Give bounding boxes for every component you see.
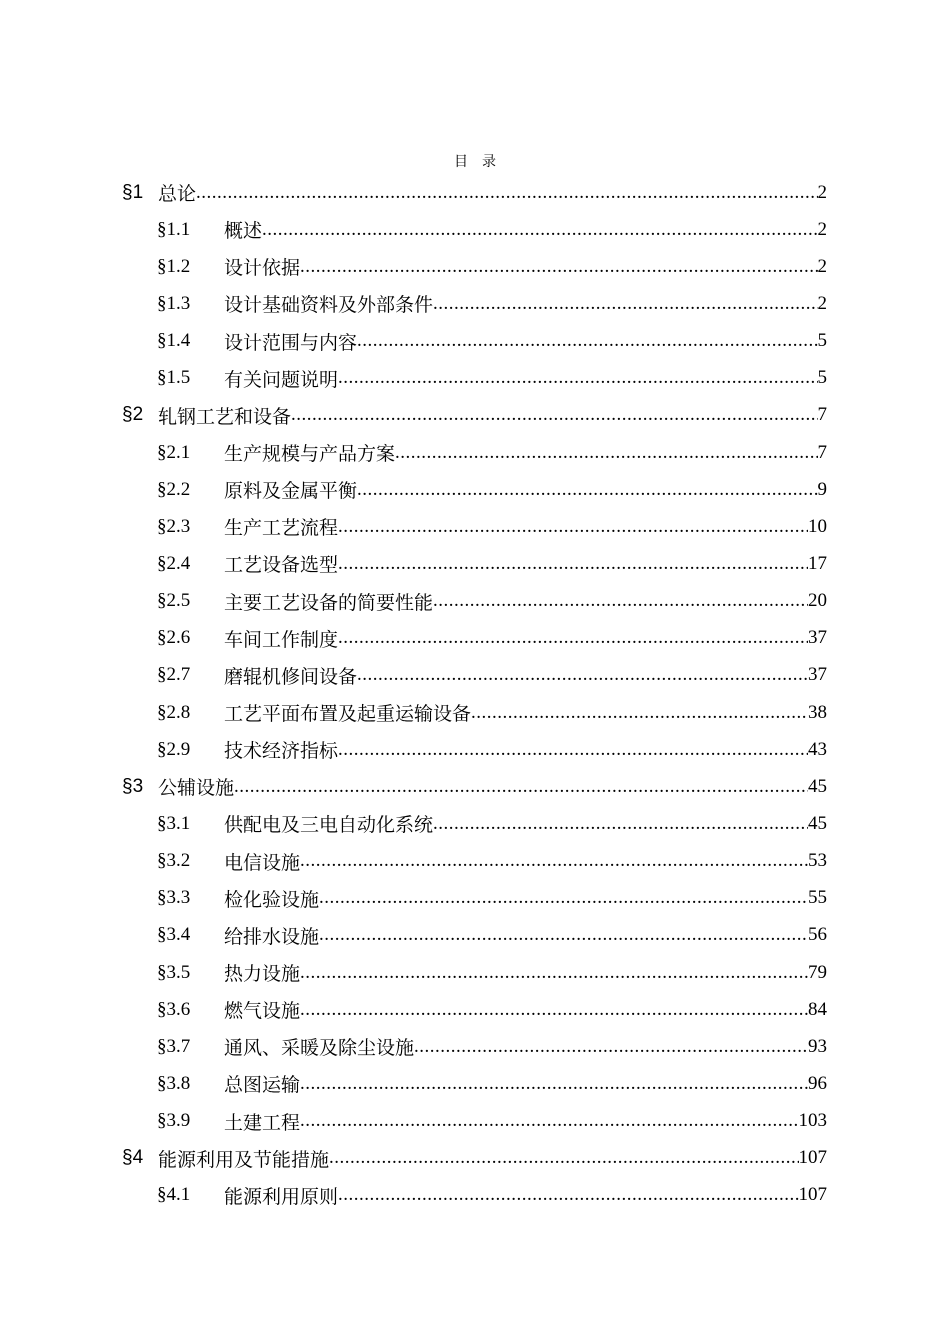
toc-section-entry xyxy=(0,1177,950,1214)
toc-dot-leader xyxy=(300,962,808,984)
toc-entry-number: §2.5 xyxy=(157,590,191,612)
toc-dot-leader xyxy=(300,850,808,872)
toc-entry-page: 45 xyxy=(808,775,827,797)
toc-entry-page: 45 xyxy=(808,812,827,834)
toc-entry-number: §2.7 xyxy=(157,664,191,686)
toc-entry-number: §1.4 xyxy=(157,330,191,352)
toc-entry-label: 总图运输 xyxy=(224,1074,301,1097)
toc-entry-label: 技术经济指标 xyxy=(224,740,339,763)
toc-dot-leader xyxy=(300,256,817,278)
toc-entry-page: 55 xyxy=(808,887,827,909)
toc-entry-label: 车间工作制度 xyxy=(224,628,339,651)
toc-entry-page: 2 xyxy=(817,181,827,203)
toc-entry-label: 设计基础资料及外部条件 xyxy=(224,294,434,317)
toc-dot-leader xyxy=(433,293,817,315)
toc-entry-number: §3.2 xyxy=(157,850,191,872)
toc-dot-leader xyxy=(196,182,817,204)
toc-dot-leader xyxy=(300,1073,808,1095)
toc-entry-number: §1.1 xyxy=(157,218,191,240)
toc-entry-label: 工艺设备选型 xyxy=(224,554,339,577)
toc-entry-page: 79 xyxy=(808,961,827,983)
toc-entry-page: 37 xyxy=(808,664,827,686)
toc-entry-label: 通风、采暖及除尘设施 xyxy=(224,1037,415,1060)
toc-chapter-entry xyxy=(0,768,950,805)
toc-section-entry xyxy=(0,434,950,471)
toc-entry-page: 7 xyxy=(817,404,827,426)
toc-entry-number: §3.4 xyxy=(157,924,191,946)
toc-dot-leader xyxy=(329,1147,798,1169)
toc-entry-label: 有关问题说明 xyxy=(224,368,339,391)
toc-section-entry xyxy=(0,917,950,954)
toc-entry-label: 概述 xyxy=(224,220,263,243)
toc-dot-leader xyxy=(433,590,808,612)
toc-entry-label: 轧钢工艺和设备 xyxy=(158,405,292,428)
toc-entry-page: 37 xyxy=(808,627,827,649)
toc-entry-page: 38 xyxy=(808,701,827,723)
toc-dot-leader xyxy=(338,627,808,649)
toc-entry-number: §2.6 xyxy=(157,627,191,649)
toc-chapter-entry xyxy=(0,397,950,434)
toc-dot-leader xyxy=(357,664,808,686)
toc-section-entry xyxy=(0,1065,950,1102)
toc-entry-number: §3.9 xyxy=(157,1110,191,1132)
toc-dot-leader xyxy=(262,219,817,241)
toc-section-entry xyxy=(0,248,950,285)
toc-dot-leader xyxy=(357,330,817,352)
toc-entry-page: 96 xyxy=(808,1072,827,1094)
toc-entry-label: 工艺平面布置及起重运输设备 xyxy=(224,703,472,726)
toc-entry-label: 能源利用原则 xyxy=(224,1185,339,1208)
toc-dot-leader xyxy=(319,887,808,909)
toc-entry-label: 原料及金属平衡 xyxy=(224,480,358,503)
toc-entry-number: §2.2 xyxy=(157,478,191,500)
toc-entry-page: 107 xyxy=(798,1184,827,1206)
toc-entry-label: 供配电及三电自动化系统 xyxy=(224,814,434,837)
toc-entry-page: 2 xyxy=(817,292,827,314)
toc-section-entry xyxy=(0,694,950,731)
toc-section-entry xyxy=(0,731,950,768)
toc-entry-label: 设计范围与内容 xyxy=(224,331,358,354)
toc-entry-number: §3.8 xyxy=(157,1072,191,1094)
toc-entry-page: 20 xyxy=(808,590,827,612)
toc-section-entry xyxy=(0,471,950,508)
toc-section-entry xyxy=(0,583,950,620)
toc-dot-leader xyxy=(338,1184,798,1206)
toc-title: 目 录 xyxy=(454,154,496,170)
toc-entry-page: 10 xyxy=(808,515,827,537)
toc-dot-leader xyxy=(395,442,817,464)
toc-dot-leader xyxy=(300,999,808,1021)
toc-entry-page: 17 xyxy=(808,552,827,574)
toc-entry-number: §3.5 xyxy=(157,961,191,983)
toc-entry-number: §4.1 xyxy=(157,1184,191,1206)
toc-entry-number: §2.9 xyxy=(157,738,191,760)
toc-dot-leader xyxy=(433,813,808,835)
toc-section-entry xyxy=(0,360,950,397)
toc-chapter-entry xyxy=(0,1140,950,1177)
toc-entry-page: 84 xyxy=(808,998,827,1020)
toc-section-entry xyxy=(0,1028,950,1065)
toc-entry-label: 主要工艺设备的简要性能 xyxy=(224,591,434,614)
toc-section-entry xyxy=(0,620,950,657)
toc-section-entry xyxy=(0,954,950,991)
toc-entry-number: §4 xyxy=(122,1147,144,1169)
toc-entry-label: 磨辊机修间设备 xyxy=(224,665,358,688)
toc-section-entry xyxy=(0,508,950,545)
toc-section-entry xyxy=(0,880,950,917)
toc-entry-page: 2 xyxy=(817,218,827,240)
toc-entry-label: 给排水设施 xyxy=(224,925,320,948)
toc-section-entry xyxy=(0,805,950,842)
toc-section-entry xyxy=(0,1103,950,1140)
toc-dot-leader xyxy=(300,1110,798,1132)
toc-dot-leader xyxy=(414,1036,808,1058)
toc-dot-leader xyxy=(338,367,817,389)
toc-entry-label: 检化验设施 xyxy=(224,888,320,911)
toc-entry-page: 43 xyxy=(808,738,827,760)
toc-entry-label: 燃气设施 xyxy=(224,1000,301,1023)
toc-entry-label: 公辅设施 xyxy=(158,777,235,800)
toc-entry-label: 生产工艺流程 xyxy=(224,517,339,540)
toc-dot-leader xyxy=(338,553,808,575)
toc-entry-label: 热力设施 xyxy=(224,963,301,986)
toc-dot-leader xyxy=(319,924,808,946)
toc-section-entry xyxy=(0,657,950,694)
toc-entry-page: 9 xyxy=(817,478,827,500)
toc-entry-number: §3 xyxy=(122,775,144,797)
toc-entry-number: §1.3 xyxy=(157,292,191,314)
toc-entry-number: §1.5 xyxy=(157,367,191,389)
toc-section-entry xyxy=(0,285,950,322)
toc-entry-number: §2.1 xyxy=(157,441,191,463)
toc-entry-page: 2 xyxy=(817,255,827,277)
toc-entry-number: §1 xyxy=(122,181,144,203)
toc-entry-label: 土建工程 xyxy=(224,1111,301,1134)
toc-entry-label: 生产规模与产品方案 xyxy=(224,443,396,466)
toc-section-entry xyxy=(0,545,950,582)
toc-entry-number: §3.3 xyxy=(157,887,191,909)
toc-entry-number: §3.7 xyxy=(157,1035,191,1057)
toc-entry-number: §2.8 xyxy=(157,701,191,723)
toc-dot-leader xyxy=(357,479,817,501)
toc-entry-label: 电信设施 xyxy=(224,851,301,874)
toc-entry-number: §2.4 xyxy=(157,552,191,574)
toc-entry-page: 5 xyxy=(817,330,827,352)
toc-dot-leader xyxy=(338,516,808,538)
toc-section-entry xyxy=(0,211,950,248)
toc-entry-number: §2 xyxy=(122,404,144,426)
toc-entry-page: 5 xyxy=(817,367,827,389)
toc-entry-page: 56 xyxy=(808,924,827,946)
toc-section-entry xyxy=(0,991,950,1028)
toc-entry-label: 设计依据 xyxy=(224,257,301,280)
toc-entry-page: 7 xyxy=(817,441,827,463)
toc-list xyxy=(0,174,950,1214)
toc-dot-leader xyxy=(234,776,808,798)
toc-dot-leader xyxy=(471,702,808,724)
toc-entry-page: 53 xyxy=(808,850,827,872)
toc-section-entry xyxy=(0,323,950,360)
toc-entry-number: §3.1 xyxy=(157,812,191,834)
toc-entry-number: §2.3 xyxy=(157,515,191,537)
toc-entry-page: 93 xyxy=(808,1035,827,1057)
toc-entry-label: 总论 xyxy=(158,183,197,206)
toc-entry-page: 107 xyxy=(798,1147,827,1169)
toc-section-entry xyxy=(0,843,950,880)
toc-dot-leader xyxy=(291,404,817,426)
toc-entry-label: 能源利用及节能措施 xyxy=(158,1148,330,1171)
toc-entry-page: 103 xyxy=(798,1110,827,1132)
toc-dot-leader xyxy=(338,739,808,761)
toc-entry-number: §3.6 xyxy=(157,998,191,1020)
toc-entry-number: §1.2 xyxy=(157,255,191,277)
toc-chapter-entry xyxy=(0,174,950,211)
